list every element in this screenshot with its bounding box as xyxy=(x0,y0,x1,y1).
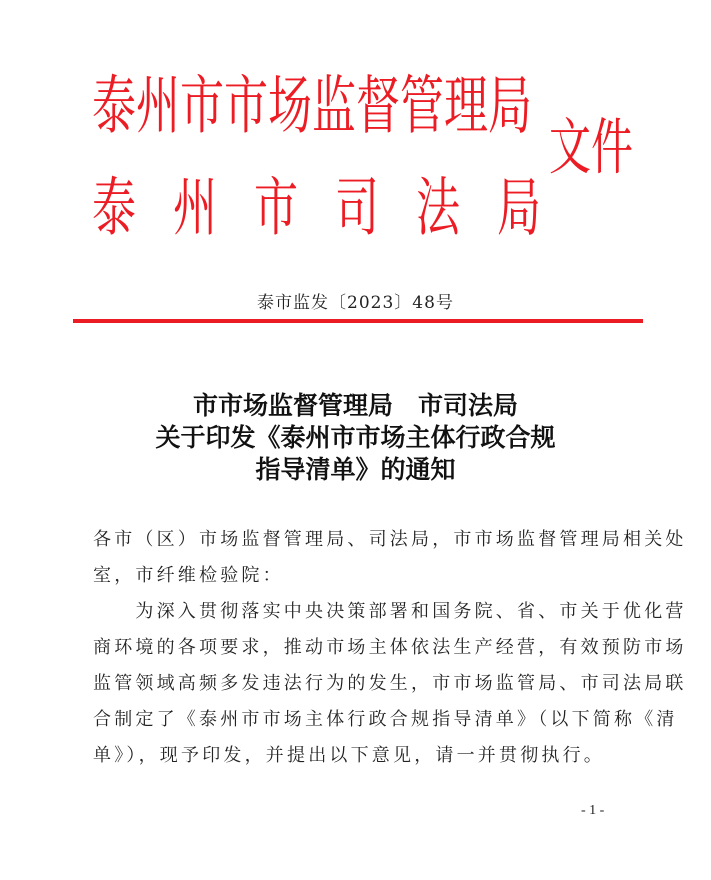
header-char: 督 xyxy=(356,69,400,144)
header-char: 州 xyxy=(136,69,180,144)
red-separator-line xyxy=(73,319,643,323)
issuer-header-line-1 xyxy=(92,52,532,162)
header-char: 司 xyxy=(335,171,379,246)
header-char: 州 xyxy=(173,171,217,246)
header-char: 监 xyxy=(312,69,356,144)
document-title-line-3: 指导清单》的通知 xyxy=(255,455,456,484)
header-char: 法 xyxy=(416,171,460,246)
header-char: 局 xyxy=(497,171,541,246)
header-char: 市 xyxy=(180,69,224,144)
body-paragraph-line: 为深入贯彻落实中央决策部署和国务院、省、市关于优化营 xyxy=(93,601,687,622)
header-char: 市 xyxy=(254,171,298,246)
header-char: 泰 xyxy=(92,69,136,144)
header-char: 局 xyxy=(488,69,532,144)
header-char: 件 xyxy=(591,111,634,183)
addressee-line-1: 各市（区）市场监督管理局、司法局，市市场监督管理局相关处 xyxy=(93,529,687,550)
body-paragraph-line: 商环境的各项要求，推动市场主体依法生产经营，有效预防市场 xyxy=(93,637,687,658)
header-char: 管 xyxy=(400,69,444,144)
body-paragraph-line: 单》），现予印发，并提出以下意见，请一并贯彻执行。 xyxy=(93,745,605,766)
header-char: 泰 xyxy=(92,171,136,246)
header-char: 场 xyxy=(268,69,312,144)
header-char: 市 xyxy=(224,69,268,144)
header-suffix-wenjian xyxy=(549,104,633,191)
body-paragraph-line: 监管领域高频多发违法行为的发生，市市场监管局、市司法局联 xyxy=(93,673,687,694)
header-char: 理 xyxy=(444,69,488,144)
document-title-line-1: 市市场监督管理局 市司法局 xyxy=(192,391,518,420)
page-number: - 1 - xyxy=(581,803,605,818)
issuer-header-line-2 xyxy=(92,154,578,264)
body-paragraph-line: 合制定了《泰州市市场主体行政合规指导清单》（以下简称《清 xyxy=(93,709,678,730)
addressee-line-2: 室，市纤维检验院： xyxy=(93,565,284,586)
header-char: 文 xyxy=(549,111,592,183)
document-number: 泰市监发〔2023〕48号 xyxy=(257,293,454,313)
document-title-line-2: 关于印发《泰州市市场主体行政合规 xyxy=(155,423,556,452)
